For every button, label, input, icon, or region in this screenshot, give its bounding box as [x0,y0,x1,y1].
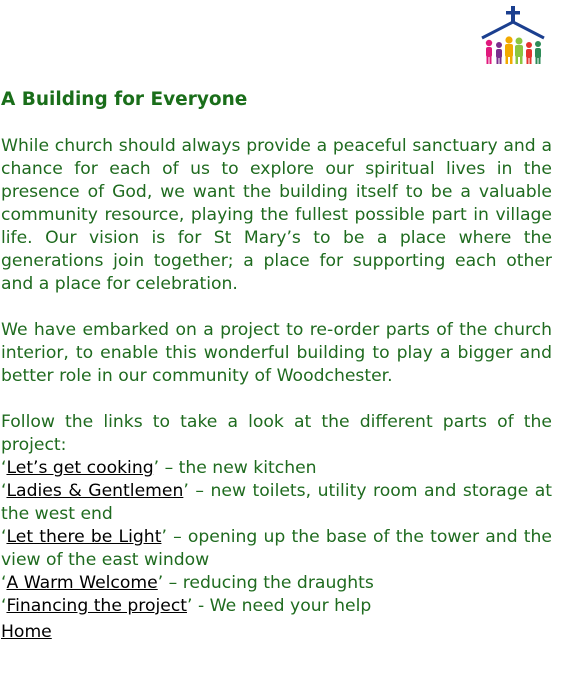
project-paragraph: We have embarked on a project to re-order parts of the church interior, to enable this wonderful building to play a bigger and better role in our community of Woodchester. [1,320,552,386]
link-let-there-be-light[interactable]: Let there be Light [6,527,162,547]
project-links [1,411,552,644]
list-item: ‘Financing the project’ - We need your help [1,596,372,616]
home-link[interactable]: Home [1,622,52,642]
list-item: ‘Let there be Light’ – opening up the base of the tower and the view of the east window [1,527,552,570]
links-intro: Follow the links to take a look at the different parts of the project: [1,412,552,455]
link-lets-get-cooking[interactable]: Let’s get cooking [6,458,154,478]
home-row [1,621,552,644]
page-title: A Building for Everyone [1,89,248,110]
main-content [1,88,552,644]
list-item: ‘Ladies & Gentlemen’ – new toilets, utility room and storage at the west end [1,481,552,524]
list-item: ‘A Warm Welcome’ – reducing the draughts [1,573,374,593]
link-ladies-gentlemen[interactable]: Ladies & Gentlemen [6,481,184,501]
link-a-warm-welcome[interactable]: A Warm Welcome [6,573,158,593]
intro-paragraph: While church should always provide a peaceful sanctuary and a chance for each of us to explore our spiritual lives in the presence of God, we want the building itself to be a valuable community resource, playing the fullest possible part in village life. Our vision is for St Mary’s to be a place where the generations join together; a place for supporting each other and a place for celebration. [1,136,552,294]
list-item: ‘Let’s get cooking’ – the new kitchen [1,458,317,478]
link-financing-the-project[interactable]: Financing the project [6,596,188,616]
church-people-icon [478,4,550,68]
